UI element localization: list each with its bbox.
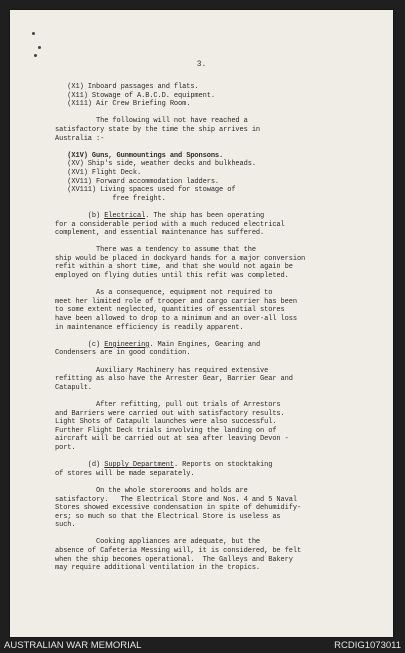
text-line: complement, and essential maintenance has suffered. [55,229,265,238]
text-line: As a consequence, equipment not required to [55,289,273,298]
text-line: aircraft will be carried out at sea after leaving Devon - [55,435,289,444]
section-heading: Supply Department [104,461,174,470]
text-line: employed on flying duties until this refit was completed. [55,272,289,281]
text-line: (XV1) Flight Deck. [55,168,142,177]
paragraph-intro [55,117,355,143]
archive-footer [0,638,405,653]
text-line: Catapult. [55,383,92,392]
text-line: in maintenance efficiency is readily apparent. [55,323,244,332]
text-line: for a considerable period with a much reduced electrical [55,220,285,229]
text-line: (X1V) Guns, Gunmountings and Sponsons. [55,151,224,160]
text-line: Further Flight Deck trials involving the landing on of [55,426,277,435]
section-supply [55,461,355,573]
text-line: (X111) Air Crew Briefing Room. [55,100,191,109]
text-line: (X1) Inboard passages and flats. [55,83,199,91]
text-line: The following will not have reached a [55,117,248,126]
text-line: Auxiliary Machinery has required extensive [55,366,269,375]
text-line: and Barriers were carried out with satisfactory results. [55,409,285,418]
page-number: 3. [196,60,207,69]
document-body [55,83,355,573]
document-page [10,10,393,637]
text-line: port. [55,443,76,452]
text-line: Stores showed excessive condensation in spite of dehumidify- [55,504,302,513]
text-line: ship would be placed in dockyard hands for a major conversion [55,254,306,263]
text-line: may require additional ventilation in the tropics. [55,564,261,573]
text-line: Light Shots of Catapult launches were also successful. [55,418,277,427]
section-electrical [55,212,355,332]
text-line: absence of Cafeteria Messing will, it is considered, be felt [55,547,302,556]
section-heading-line: (c) Engineering. Main Engines, Gearing and [55,340,261,349]
text-line: (XV) Ship's side, weather decks and bulkheads. [55,160,256,169]
text-line: Cooking appliances are adequate, but the [55,538,261,547]
text-line: refitting as also have the Arrester Gear, Barrier Gear and [55,375,293,384]
section-heading: Electrical [104,211,146,220]
text-line: (XV11) Forward accommodation ladders. [55,177,220,186]
text-line: free freight. [55,194,166,203]
footer-institution: AUSTRALIAN WAR MEMORIAL [4,640,142,651]
text-line: to some extent neglected, quantities of essential stores [55,306,285,315]
text-line: satisfactory state by the time the ship arrives in [55,125,261,134]
text-line: (XV111) Living spaces used for stowage of [55,186,236,195]
text-line: Australia :- [55,134,105,143]
footer-record-id: RCDIG1073011 [334,640,401,651]
list-2 [55,152,355,204]
section-heading-line: (b) Electrical. The ship has been operating [55,211,265,220]
section-engineering [55,341,355,453]
text-line: refit within a short time, and that she would not again be [55,263,293,272]
text-line: Condensers are in good condition. [55,349,191,358]
text-line: such. [55,521,76,530]
text-line: ers; so much so that the Electrical Store is useless as [55,512,281,521]
section-heading: Engineering [104,340,150,349]
list-1 [55,83,355,109]
section-heading-line: (d) Supply Department. Reports on stocktaking [55,461,273,470]
text-line: On the whole storerooms and holds are [55,486,248,495]
text-line: After refitting, pull out trials of Arrestors [55,400,281,409]
text-line: meet her limited role of trooper and cargo carrier has been [55,297,297,306]
text-line: of stores will be made separately. [55,469,195,478]
text-line: when the ship becomes operational. The Galleys and Bakery [55,555,293,564]
text-line: (X11) Stowage of A.B.C.D. equipment. [55,91,215,100]
text-line: have been allowed to drop to a minimum and an over-all loss [55,315,297,324]
text-line: There was a tendency to assume that the [55,246,256,255]
text-line: satisfactory. The Electrical Store and Nos. 4 and 5 Naval [55,495,297,504]
